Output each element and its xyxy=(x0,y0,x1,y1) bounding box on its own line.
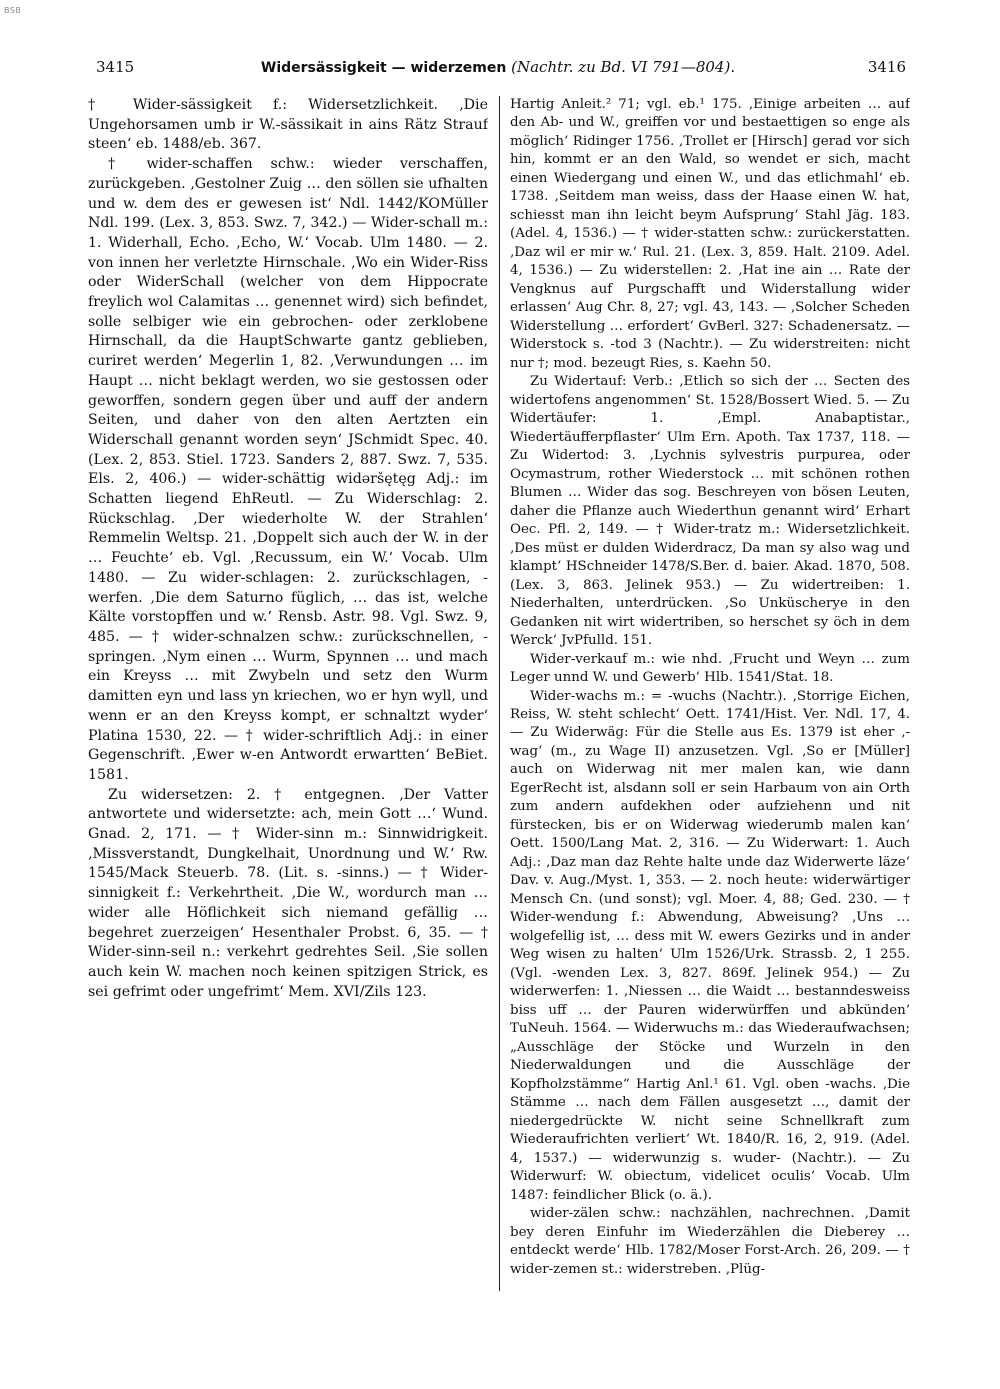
entry-paragraph: † wider-schaffen schw.: wieder verschaffen, zurückgeben. ‚Gestolner Zuig … den söllen sie ufhalten und w. dem des er gewesen ist‘ Ndl. 1442/KOMüller Ndl. 199. (Lex. 3, 853. Swz. 7, 342.) — Wider-schall m.: 1. Widerhall, Echo. ‚Echo, W.‘ Vocab. Ulm 1480. — 2. von innen her verletzte Hirnschale. ‚Wo ein Wider-Riss oder WiderSchall (welcher von dem Hippocrate freylich wol Calamitas … genennet wird) sich befindet, solle selbiger wie ein gebrochen- oder zerklobene Hirnschall, da die HauptSchwarte gantz geblieben, curiret werden‘ Megerlin 1, 82. ‚Verwundungen … im Haupt … nicht beklagt werden, wo sie gestossen oder geworffen, sondern gegen über und auff der andern Seiten, und daher von den alten Aertzten ein Widerschall genannt worden seyn‘ JSchmidt Spec. 40. (Lex. 2, 853. Stiel. 1723. Sanders 2, 887. Swz. 7, 535. Els. 2, 406.) — wider-schättig widəršętęg Adj.: im Schatten liegend EhReutl. — Zu Widerschlag: 2. Rückschlag. ‚Der wiederholte W. der Strahlen‘ Remmelin Weltsp. 21. ‚Doppelt sich auch der W. in der … Feuchte‘ eb. Vgl. ‚Recussum, ein W.‘ Vocab. Ulm 1480. — Zu wider-schlagen: 2. zurückschlagen, -werfen. ‚Die dem Saturno füglich, … das ist, welche Kälte vorstopffen und w.‘ Rensb. Astr. 98. Vgl. Swz. 9, 485. — † wider-schnalzen schw.: zurückschnellen, -springen. ‚Nym einen … Wurm, Spynnen … und mach ein Kreyss … mit Zwybeln und setz den Wurm damitten eyn und lass yn kriechen, wo er hyn wyll, und wenn er an den Kreyss kompt, er schnaltzt wyder‘ Platina 1530, 22. — † wider-schriftlich Adj.: in einer Gegenschrift. ‚Ewer w-en Antwordt erwartten‘ BeBiet. 1581. xyxy=(88,156,488,783)
entry-paragraph: † Wider-sässigkeit f.: Widersetzlichkeit. ‚Die Ungehorsamen umb ir W.-sässikait in ains Rätz Strauf steen‘ eb. 1488/eb. 367. xyxy=(88,97,488,153)
entry-paragraph: Wider-verkauf m.: wie nhd. ‚Frucht und Weyn … zum Leger unnd W. und Gewerb‘ Hlb. 1541/Stat. 18. xyxy=(510,651,910,686)
entry-paragraph: Wider-wachs m.: = -wuchs (Nachtr.). ‚Storrige Eichen, Reiss, W. steht schlecht‘ Oett. 1741/Hist. Ver. Ndl. 17, 4. — Zu Widerwäg: Für die Stelle aus Es. 1379 ist eher ‚-wag‘ (m., zu Wage II) anzusetzen. Vgl. ‚So er [Müller] auch on Widerwag nit mer malen kan, wie dann EgerRecht ist, alsdann soll er sein Harbaum von ain Orth zum andern aufdekhen oder aufziehenn und nit fürstecken, bis er on Widerwag wiederumb malen kan‘ Oett. 1500/Lang Mat. 2, 316. — Zu Widerwart: 1. Auch Adj.: ‚Daz man daz Rehte halte unde daz Widerwerte läze‘ Dav. v. Aug./Myst. 1, 353. — 2. noch heute: widerwärtiger Mensch Cn. (und sonst); vgl. Moer. 4, 88; Ged. 230. — † Wider-wendung f.: Abwendung, Abweisung? ‚Uns … wolgefellig ist, … dess mit W. ewers Gezirks und in ander Weg wisen zu halten‘ Ulm 1526/Urk. Strassb. 2, 1 255. (Vgl. -wenden Lex. 3, 827. 869f. Jelinek 954.) — Zu widerwerfen: 1. ‚Niessen … die Waidt … bestanndesweiss biss uff … der Pauren widerwürffen und abkünden‘ TuNeuh. 1564. — Widerwuchs m.: das Wiederaufwachsen; „Ausschläge der Stöcke und Wurzeln in den Niederwaldungen und die Ausschläge der Kopfholzstämme“ Hartig Anl.¹ 61. Vgl. oben -wachs. ‚Die Stämme … nach dem Fällen ausgesetzt …, damit der niedergedrückte W. nicht seine Schnellkraft zum Wiederaufrichten verliert‘ Wt. 1840/R. 16, 2, 919. (Adel. 4, 1537.) — widerwunzig s. wuder- (Nachtr.). — Zu Widerwurf: W. obiectum, videlicet oculis‘ Vocab. Ulm 1487: feindlicher Blick (o. ä.). xyxy=(510,688,910,1203)
column-divider xyxy=(499,96,500,1291)
supplement-note: (Nachtr. zu Bd. VI 791—804). xyxy=(511,58,736,76)
entry-paragraph: Zu Widertauf: Verb.: ‚Etlich so sich der … Secten des widertofens angenommen‘ St. 1528/Bossert Wied. 5. — Zu Widertäufer: 1. ‚Empl. Anabaptistar., Wiedertäufferpflaster‘ Ulm Ern. Apoth. Tax 1737, 118. — Zu Widertod: 3. ‚Lychnis sylvestris purpurea, oder Ocymastrum, rother Wiederstock … mit schönen rothen Blumen … Wider das sog. Beschreyen von bösen Leuten, daher die Pflanze auch Wiederthun genannt wird‘ Erhart Oec. Pfl. 2, 149. — † Wider-tratz m.: Widersetzlichkeit. ‚Des müst er dulden Widerdracz, Da man sy also wag und klampt‘ HSchneider 1478/S.Ber. d. baier. Akad. 1870, 508. (Lex. 3, 863. Jelinek 953.) — Zu widertreiben: 1. Niederhalten, unterdrücken. ‚So Unküscherye in den Gedanken nit wirt widertriben, so herschet sy öch in dem Werck‘ JvPfulld. 151. xyxy=(510,374,910,649)
page-number-left: 3415 xyxy=(96,58,135,76)
entry-paragraph: Hartig Anleit.² 71; vgl. eb.¹ 175. ‚Einige arbeiten … auf den Ab- und W., greiffen vor und bestaettigen so enge als möglich‘ Ridinger 1756. ‚Trollet er [Hirsch] gerad vor sich hin, kommt er an den Wald, so wendet er sich, macht einen Wiedergang und einen W., und das etlichmahl‘ eb. 1738. ‚Seitdem man weiss, dass der Haase einen W. hat, schiesst man ihn leicht beym Aufsprung‘ Stahl Jäg. 183. (Adel. 4, 1536.) — † wider-statten schw.: zurückerstatten. ‚Daz wil er mir w.‘ Rul. 21. (Lex. 3, 859. Halt. 2109. Adel. 4, 1536.) — Zu widerstellen: 2. ‚Hat ine ain … Rate der Vengknus auf Purgschafft und Widerstallung wider erlassen‘ Aug Chr. 8, 27; vgl. 43, 143. — ‚Solcher Scheden Widerstellung … erfordert‘ GvBerl. 327: Schadenersatz. — Widerstock s. -tod 3 (Nachtr.). — Zu widerstreiten: nicht nur †; mod. bezeugt Ries, s. Kaehn 50. xyxy=(510,97,910,371)
page-number-right: 3416 xyxy=(867,58,906,76)
entry-paragraph: Zu widersetzen: 2. † entgegnen. ‚Der Vatter antwortete und widersetzte: ach, mein Gott …‘ Wund. Gnad. 2, 171. — † Wider-sinn m.: Sinnwidrigkeit. ‚Missverstandt, Dungkelhait, Unordnung und W.‘ Rw. 1545/Mack Steuerb. 78. (Lit. s. -sinns.) — † Wider-sinnigkeit f.: Verkehrtheit. ‚Die W., wordurch man … wider alle Höflichkeit sich niemand gefällig … begehret zuerzeigen‘ Hesenthaler Probst. 6, 35. — † Wider-sinn-seil n.: verkehrt gedrehtes Seil. ‚Sie sollen auch kein W. machen noch keinen spitzigen Strick, es sei gefrimt oder ungefrimt‘ Mem. XVI/Zils 123. xyxy=(88,786,488,1000)
entry-paragraph: wider-zälen schw.: nachzählen, nachrechnen. ‚Damit bey deren Einfuhr im Wiederzählen die Dieberey … entdeckt werde‘ Hlb. 1782/Moser Forst-Arch. 26, 209. — † wider-zemen st.: widerstreben. ‚Plüg- xyxy=(510,1206,910,1277)
left-column xyxy=(88,96,488,1291)
library-watermark: BSB xyxy=(4,6,22,15)
headword-range: Widersässigkeit — widerzemen xyxy=(260,60,507,76)
running-header xyxy=(88,58,908,82)
right-column xyxy=(510,96,910,1291)
running-title xyxy=(88,58,908,76)
